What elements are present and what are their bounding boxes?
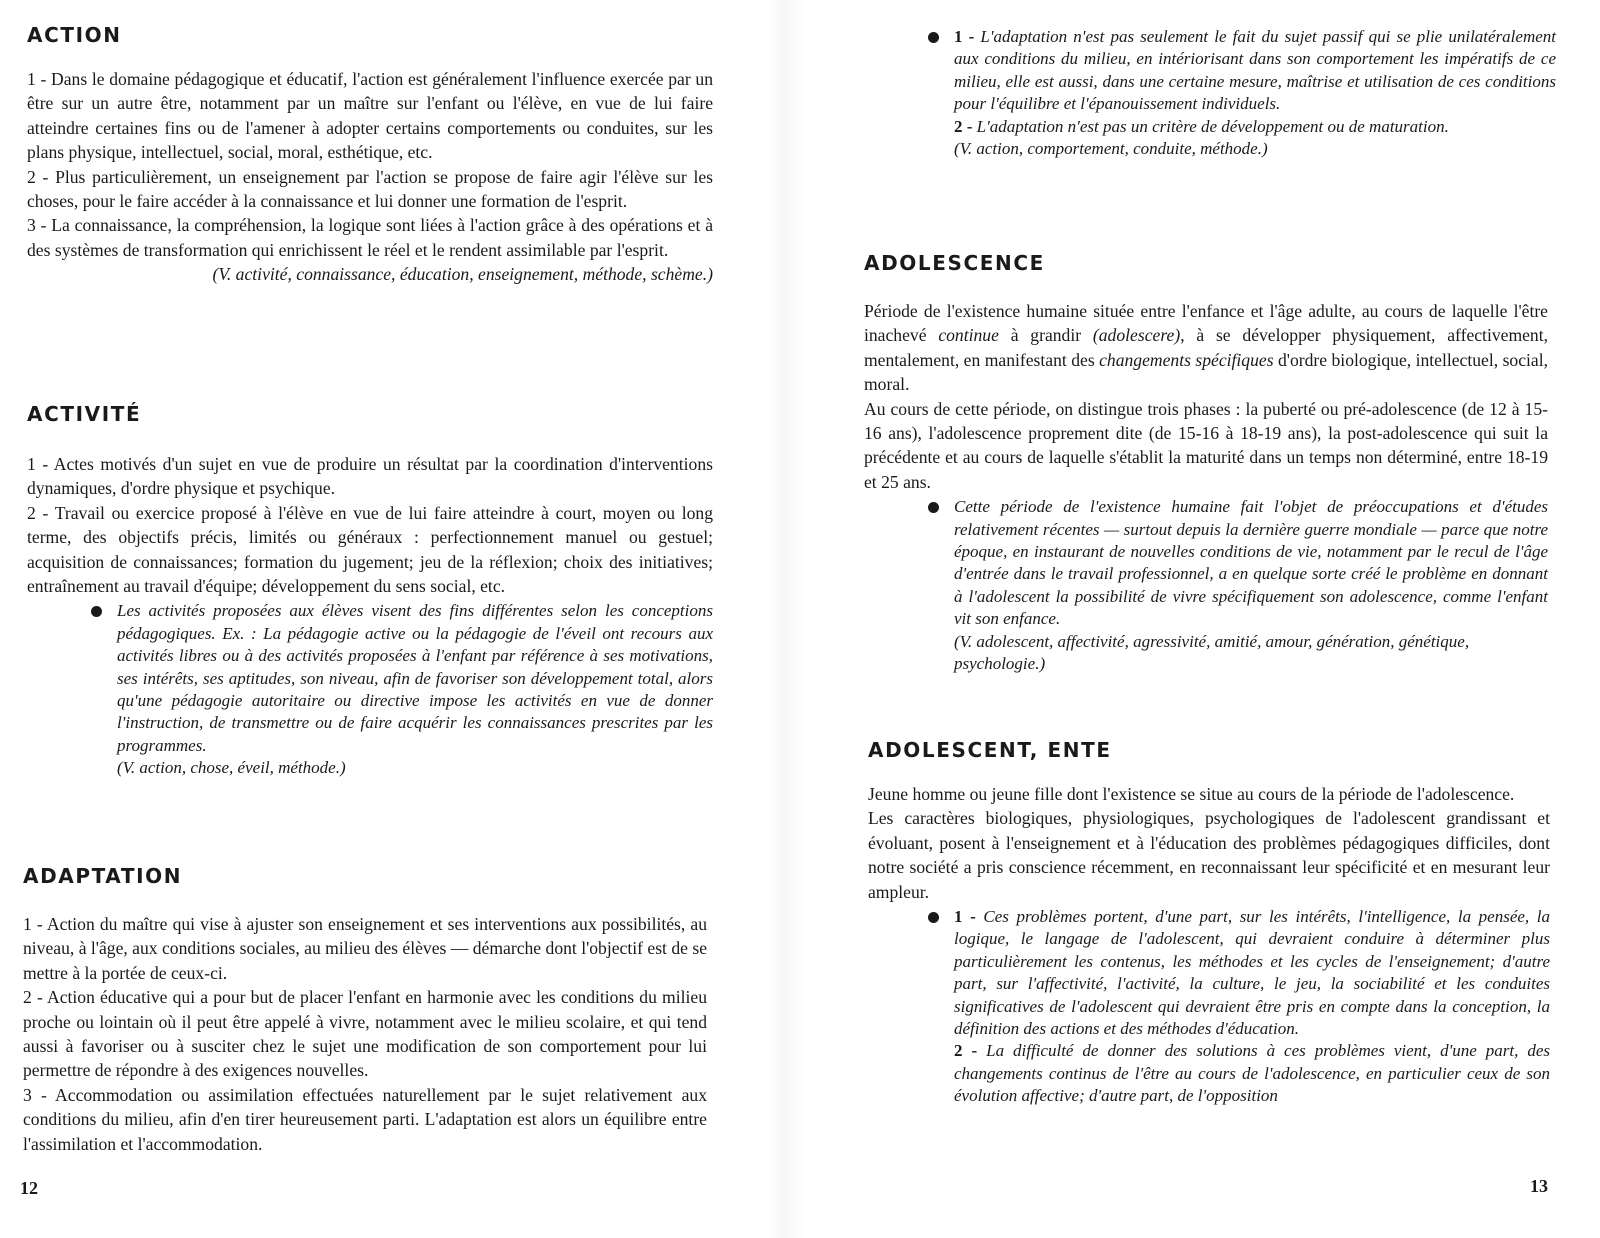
entry-paragraph: Au cours de cette période, on distingue trois phases : la puberté ou pré-adolescence (de 12 à 15-16 ans), l'adolescence proprement dite (de 15-16 à 18-19 ans), la post-adolescence qui suit la précédente et au cours de laquelle s'établit la maturité dans un temps non déterminé, entre 18-19 et 25 ans.	[864, 398, 1548, 492]
cross-reference: (V. action, chose, éveil, méthode.)	[117, 758, 346, 778]
note-text: Cette période de l'existence humaine fait l'objet de préoccupations et d'études relativement récentes — surtout depuis la dernière guerre mondiale — parce que notre époque, en instaurant de nouvelles conditions de vie, notamment par le recul de l'âge d'entrée dans le travail professionnel, a en quelque sorte créé le problème en donnant à l'adolescent la possibilité de vivre spécifiquement son adolescence, comme l'enfant vit son enfance.	[954, 497, 1548, 629]
page-number: 12	[20, 1178, 38, 1198]
entry-paragraph: Jeune homme ou jeune fille dont l'existence se situe au cours de la période de l'adolescence.	[868, 784, 1515, 804]
adaptation-continued	[928, 26, 1556, 160]
entry-heading: ACTIVITÉ	[27, 402, 142, 426]
note-number: 1 -	[954, 27, 975, 46]
note-number: 2 -	[954, 1041, 978, 1061]
entry-action	[27, 23, 713, 286]
entry-heading: ADAPTATION	[23, 864, 183, 888]
cross-reference: (V. action, comportement, conduite, méthode.)	[954, 139, 1268, 159]
bullet-icon	[928, 32, 939, 43]
bullet-icon	[928, 502, 939, 513]
entry-paragraph: Période de l'existence humaine située entre l'enfance et l'âge adulte, au cours de laquelle l'être inachevé continue à grandir (adolescere), à se développer physiquement, affectivement, mentalement, en manifestant des changements spécifiques d'ordre biologique, intellectuel, social, moral.	[864, 301, 1549, 395]
page-number: 13	[1530, 1176, 1548, 1196]
note-number: 1 -	[954, 907, 976, 927]
entry-paragraph: Les caractères biologiques, physiologiques, psychologiques de l'adolescent grandissant et évoluant, posent à l'enseignement et à l'éducation des problèmes pédagogiques difficiles, dont notre société a pris conscience récemment, en reconnaissant leur spécificité et en mesurant leur ampleur.	[868, 808, 1550, 902]
entry-paragraph: 3 - Accommodation ou assimilation effectuées naturellement par le sujet relativement aux conditions du milieu, afin d'en tirer heureusement parti. L'adaptation est alors un équilibre entre l'assimilation et l'accommodation.	[23, 1084, 707, 1154]
entry-paragraph: 2 - Travail ou exercice proposé à l'élève en vue de lui faire atteindre à court, moyen ou long terme, des objectifs précis, limités ou généraux : perfectionnement manuel ou gestuel; acquisition de connaissances; formation du jugement; jeu de la réflexion; choix des initiatives; entraînement au travail d'équipe; développement du sens social, etc.	[27, 502, 713, 597]
note-text: La difficulté de donner des solutions à ces problèmes vient, d'une part, des changements continus de l'être au cours de l'adolescence, en particulier ceux de son évolution affective; d'autre part, de l'opposition	[954, 1041, 1550, 1106]
bullet-icon	[928, 912, 939, 923]
note-text: Ces problèmes portent, d'une part, sur les intérêts, l'intelligence, la pensée, la logique, le langage de l'adolescent, qui devraient conduire à déterminer plus particulièrement les contenus, les méthodes et les cycles de l'enseignement; d'autre part, sur l'affectivité, l'activité, la culture, le jeu, la sociabilité et les conduites significatives de l'adolescent qui devraient être pris en compte dans la conception, la définition des actions et des méthodes d'éducation.	[954, 907, 1551, 1039]
bullet-icon	[91, 606, 102, 617]
entry-heading: ACTION	[27, 23, 122, 47]
note-number: 2 -	[954, 116, 973, 136]
cross-reference: (V. activité, connaissance, éducation, enseignement, méthode, schème.)	[212, 264, 713, 285]
note-text: Les activités proposées aux élèves visent des fins différentes selon les conceptions pédagogiques. Ex. : La pédagogie active ou la pédagogie de l'éveil ont recours aux activités libres ou à des activités proposées à l'enfant par référence à ses motivations, ses intérêts, ses aptitudes, son niveau, afin de favoriser son développement total, alors qu'une pédagogie autoritaire ou directive impose les activités en vue de donner l'instruction, de transmettre ou de faire acquérir les connaissances prescrites par les programmes.	[117, 601, 713, 755]
entry-adolescent	[868, 738, 1550, 1108]
entry-paragraph: 2 - Plus particulièrement, un enseignement par l'action se propose de faire agir l'élève sur les choses, pour le faire accéder à la connaissance et lui donner une formation de l'esprit.	[27, 166, 713, 212]
note-block	[928, 26, 1556, 160]
note-text: L'adaptation n'est pas seulement le fait du sujet passif qui se plie unilatéralement aux conditions du milieu, en intériorisant dans son comportement les impératifs de ce milieu, elle est aussi, dans une certaine mesure, maîtrise et utilisation de ces conditions pour l'équilibre et l'épanouissement individuels.	[954, 27, 1556, 114]
entry-heading: ADOLESCENT, ENTE	[868, 738, 1112, 762]
note-block	[91, 600, 713, 779]
entry-heading: ADOLESCENCE	[864, 251, 1045, 275]
entry-paragraph: 1 - Action du maître qui vise à ajuster son enseignement et ses interventions aux possibilités, au niveau, à l'âge, aux conditions sociales, au milieu des élèves — démarche dont l'objectif est de se mettre à la portée de ceux-ci.	[23, 914, 707, 983]
cross-reference: (V. adolescent, affectivité, agressivité, amitié, amour, génération, génétique, psychologie.)	[954, 631, 1470, 674]
entry-adaptation	[23, 864, 707, 1156]
entry-paragraph: 1 - Actes motivés d'un sujet en vue de produire un résultat par la coordination d'interventions dynamiques, d'ordre physique et psychique.	[27, 454, 713, 499]
right-page	[810, 0, 1600, 1238]
note-text: L'adaptation n'est pas un critère de développement ou de maturation.	[976, 116, 1449, 136]
book-gutter	[766, 0, 804, 1238]
entry-paragraph: 1 - Dans le domaine pédagogique et éducatif, l'action est généralement l'influence exercée par un être sur un autre être, notamment par un maître sur l'enfant ou l'élève, en vue de lui faire atteindre certaines fins ou de l'amener à adopter certains comportements ou conduites, sur les plans physique, intellectuel, social, moral, esthétique, etc.	[27, 69, 713, 163]
entry-activite	[27, 402, 713, 780]
left-page	[0, 0, 760, 1238]
entry-paragraph: 3 - La connaissance, la compréhension, la logique sont liées à l'action grâce à des opérations et à des systèmes de transformation qui enrichissent le réel et le rendent assimilable par l'esprit.	[27, 215, 713, 260]
note-block	[928, 906, 1550, 1108]
entry-adolescence	[864, 251, 1548, 676]
entry-paragraph: 2 - Action éducative qui a pour but de placer l'enfant en harmonie avec les conditions du milieu proche ou lointain où il peut être appelé à vivre, notamment avec le milieu scolaire, et qui tend aussi à favoriser ou à susciter chez le sujet une modification de son comportement pour lui permettre de répondre à des exigences nouvelles.	[23, 987, 707, 1081]
note-block	[928, 496, 1548, 675]
